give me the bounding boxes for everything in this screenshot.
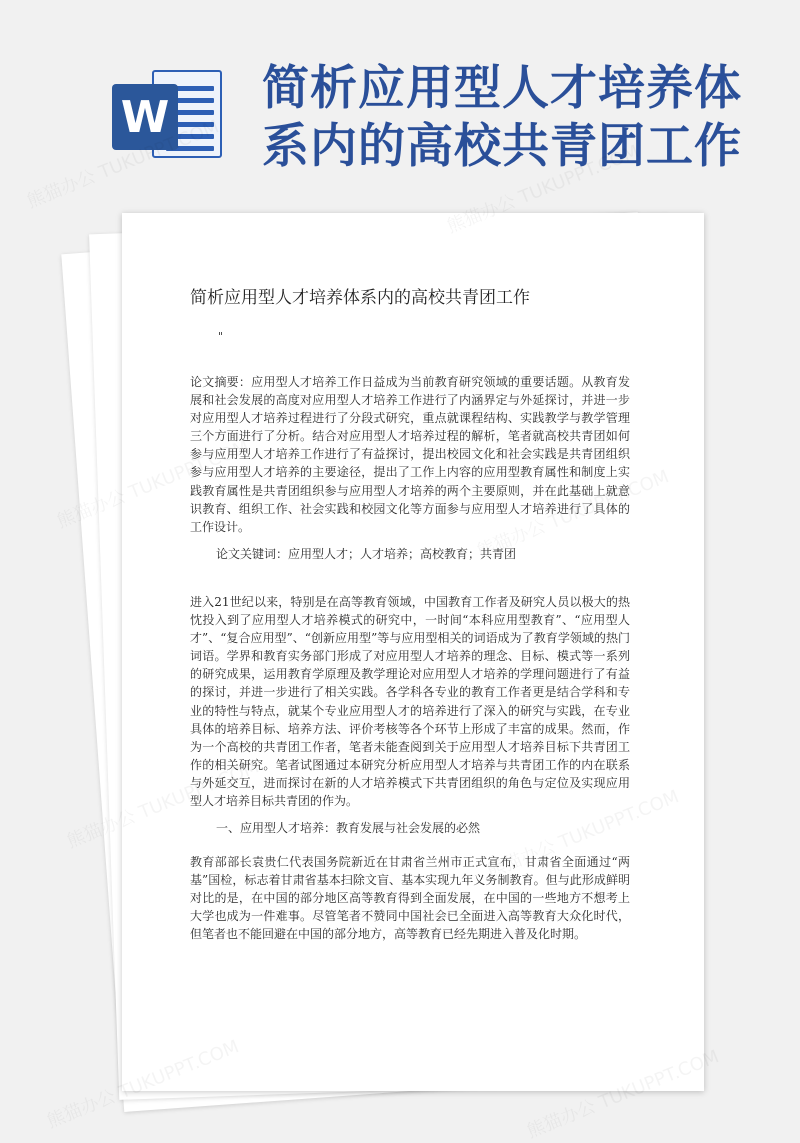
document-page: [122, 213, 704, 1091]
word-badge-icon: W: [112, 84, 178, 150]
abstract-paragraph: 论文摘要：应用型人才培养工作日益成为当前教育研究领域的重要话题。从教育发展和社会发展的高度对应用型人才培养工作进行了内涵界定与外延探讨，并进一步对应用型人才培养过程进行了分段式研究，重点就课程结构、实践教学与教学管理三个方面进行了分析。结合对应用型人才培养过程的解析，笔者就高校共青团如何参与应用型人才培养工作进行了有益探讨，提出校园文化和社会实践是共青团组织参与应用型人才培养的主要途径，提出了工作上内容的应用型教育属性和制度上实践教育属性是共青团组织参与应用型人才培养的两个主要原则，并在此基础上就意识教育、组织工作、社会实践和校园文化等方面参与应用型人才培养进行了具体的工作设计。: [190, 375, 630, 534]
intro-paragraph: 进入21世纪以来，特别是在高等教育领域，中国教育工作者及研究人员以极大的热忱投入到了应用型人才培养模式的研究中，一时间“本科应用型教育”、“应用型人才”、“复合应用型”、“创新应用型”等与应用型相关的词语成为了教育学领域的热门词语。学界和教育实务部门形成了对应用型人才培养的理念、目标、模式等一系列的研究成果，运用教育学原理及教学理论对应用型人才培养的学理问题进行了有益的探讨，并进一步进行了相关实践。各学科各专业的教育工作者更是结合学科和专业的特性与特点，就某个专业应用型人才的培养进行了深入的研究与实践，在专业具体的培养目标、培养方法、评价考核等各个环节上形成了丰富的成果。然而，作为一个高校的共青团工作者，笔者未能查阅到关于应用型人才培养目标下共青团工作的相关研究。笔者试图通过本研究分析应用型人才培养与共青团工作的内在联系与外延交互，进而探讨在新的人才培养模式下共青团组织的角色与定位及实现应用型人才培养目标共青团的作为。: [190, 595, 630, 809]
quote-mark: ": [218, 330, 224, 343]
document-title: 简析应用型人才培养体系内的高校共青团工作: [190, 288, 530, 308]
hero-title: 简析应用型人才培养体系内的高校共青团工作: [262, 61, 742, 174]
section-paragraph: 教育部部长袁贵仁代表国务院新近在甘肃省兰州市正式宣布，甘肃省全面通过“两基”国检，标志着甘肃省基本扫除文盲、基本实现九年义务制教育。但与此形成鲜明对比的是，在中国的部分地区高等教育得到全面发展，在中国的一些地方不想考上大学也成为一件难事。尽管笔者不赞同中国社会已全面进入高等教育大众化时代，但笔者也不能回避在中国的部分地方，高等教育已经先期进入普及化时期。: [190, 855, 630, 942]
section-heading: 一、应用型人才培养：教育发展与社会发展的必然: [216, 821, 481, 835]
keywords-line: 论文关键词：应用型人才；人才培养；高校教育；共青团: [216, 547, 517, 561]
